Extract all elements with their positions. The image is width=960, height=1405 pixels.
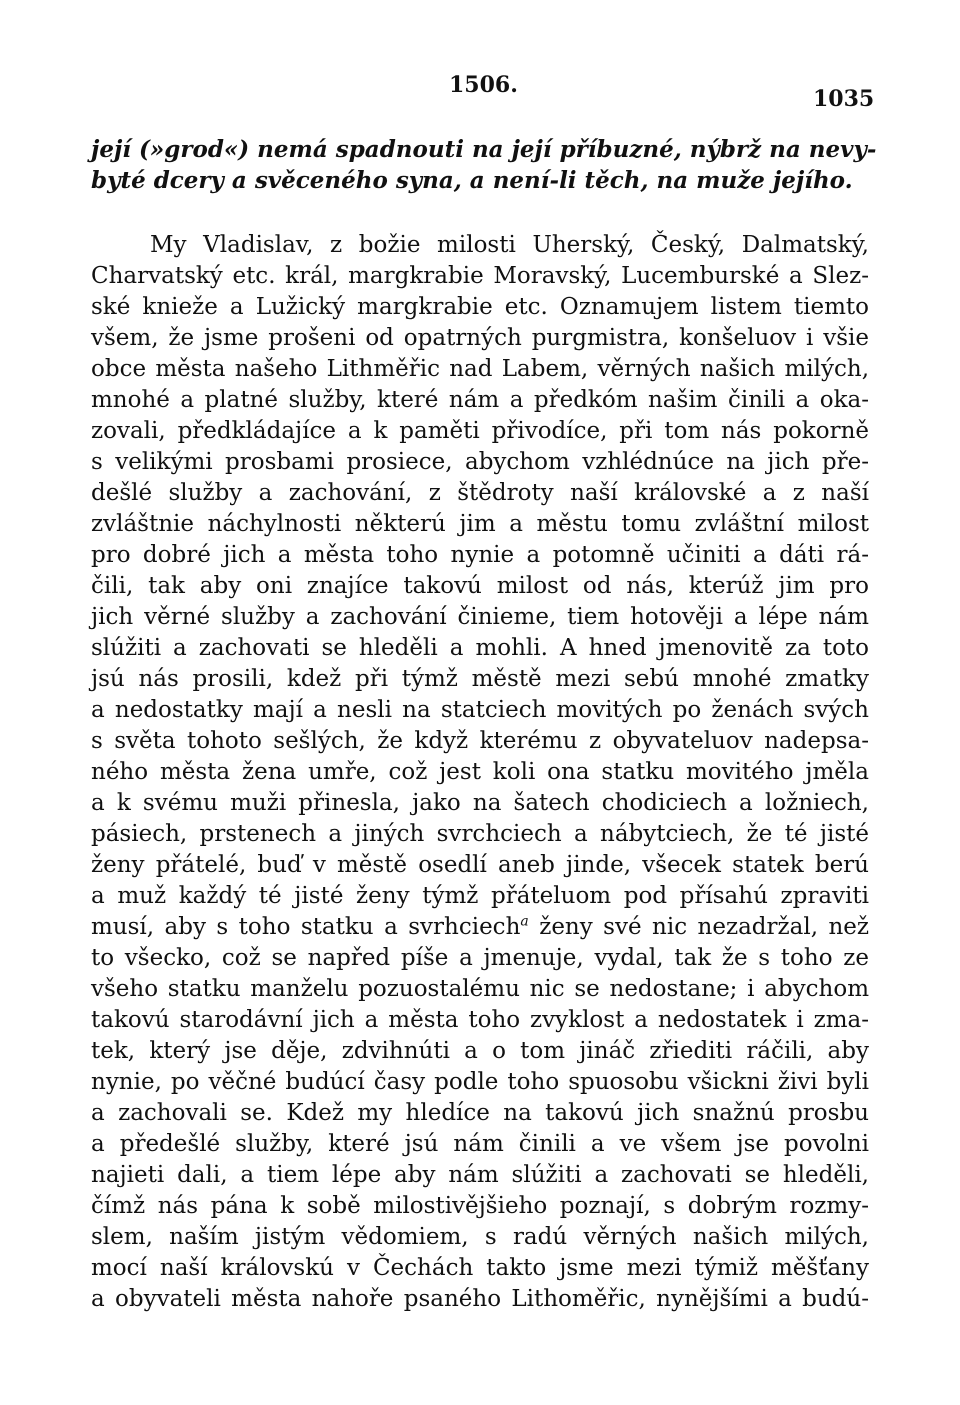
text-line: My Vladislav, z božie milosti Uherský, Český, Dalmatský,: [150, 232, 869, 258]
text-line: byté dcery a svěceného syna, a není-li těch, na muže jejího.: [91, 167, 853, 194]
text-line: zvláštnie náchylnosti některú jim a městu tomu zvláštní milost: [91, 511, 869, 537]
text-line: mnohé a platné služby, které nám a předkóm našim činili a oka-: [91, 387, 869, 413]
text-line: dešlé služby a zachování, z štědroty naší královské a z naší: [91, 480, 869, 506]
text-line: zovali, předkládajíce a k paměti přivodíce, při tom nás pokorně: [91, 418, 869, 444]
footnote-marker: a: [520, 913, 529, 930]
text-line: s světa tohoto sešlých, že když kterému z obyvateluov nadepsa-: [91, 728, 869, 754]
text-line: všem, že jsme prošeni od opatrných purgmistra, konšeluov i všie: [91, 325, 869, 351]
text-line: slem, naším jistým vědomiem, s radú věrných našich milých,: [91, 1224, 869, 1250]
text-line: obce města našeho Lithměřic nad Labem, věrných našich milých,: [91, 356, 869, 382]
text-line: mocí naší královskú v Čechách takto jsme mezi týmiž měšťany: [91, 1255, 869, 1281]
text-line: a obyvateli města nahoře psaného Lithoměřic, nynějšími a budú-: [91, 1286, 869, 1312]
text-line: to všecko, což se napřed píše a jmenuje, vydal, tak že s toho ze: [91, 945, 869, 971]
year-heading: 1506.: [449, 72, 518, 98]
text-line: a nedostatky mají a nesli na statciech movitých po ženách svých: [91, 697, 869, 723]
text-line: čímž nás pána k sobě milostivějšieho poznají, s dobrým rozmy-: [91, 1193, 869, 1219]
text-line: jsú nás prosili, kdež při týmž městě mezi sebú mnohé zmatky: [91, 666, 869, 692]
text-line: ženy přátelé, buď v městě osedlí aneb jinde, všecek statek berú: [91, 852, 869, 878]
text-line: nynie, po věčné budúcí časy podle toho spuosobu všickni živi byli: [91, 1069, 869, 1095]
text-line: Charvatský etc. král, margkrabie Moravský, Lucemburské a Slez-: [91, 263, 869, 289]
text-line: [91, 912, 869, 943]
page-header: [0, 72, 960, 112]
text-line: ného města žena umře, což jest koli ona statku movitého jměla: [91, 759, 869, 785]
text-line: pásiech, prstenech a jiných svrchciech a nábytciech, že té jisté: [91, 821, 869, 847]
text-line: všeho statku manželu pozuostalému nic se nedostane; i abychom: [91, 976, 869, 1002]
text-segment: ženy své nic nezadržal, než: [528, 914, 869, 940]
text-line: a předešlé služby, které jsú nám činili a ve všem jse povolni: [91, 1131, 869, 1157]
text-line: a muž každý té jisté ženy týmž přáteluom pod přísahú zpraviti: [91, 883, 869, 909]
text-line: a zachovali se. Kdež my hledíce na takovú jich snažnú prosbu: [91, 1100, 869, 1126]
text-line: takovú starodávní jich a města toho zvyklost a nedostatek i zma-: [91, 1007, 869, 1033]
text-line: s velikými prosbami prosiece, abychom vzhlédnúce na jich pře-: [91, 449, 869, 475]
text-line: jich věrné služby a zachování činieme, tiem hotověji a lépe nám: [91, 604, 869, 630]
text-line: tek, který jse děje, zdvihnúti a o tom jináč zřiediti ráčili, aby: [91, 1038, 869, 1064]
text-line: pro dobré jich a města toho nynie a potomně učiniti a dáti rá-: [91, 542, 869, 568]
text-line: ské knieže a Lužický margkrabie etc. Oznamujem listem tiemto: [91, 294, 869, 320]
page-number: 1035: [813, 86, 875, 112]
text-line: a k svému muži přinesla, jako na šatech chodiciech a ložniech,: [91, 790, 869, 816]
text-line: čili, tak aby oni znajíce takovú milost od nás, kterúž jim pro: [91, 573, 869, 599]
text-line: najieti dali, a tiem lépe aby nám slúžiti a zachovati se hleděli,: [91, 1162, 869, 1188]
text-segment: musí, aby s toho statku a svrhciech: [91, 914, 521, 940]
text-line: její (»grod«) nemá spadnouti na její příbuzné, nýbrž na nevy-: [91, 136, 877, 163]
text-line: slúžiti a zachovati se hleděli a mohli. A hned jmenovitě za toto: [91, 635, 869, 661]
